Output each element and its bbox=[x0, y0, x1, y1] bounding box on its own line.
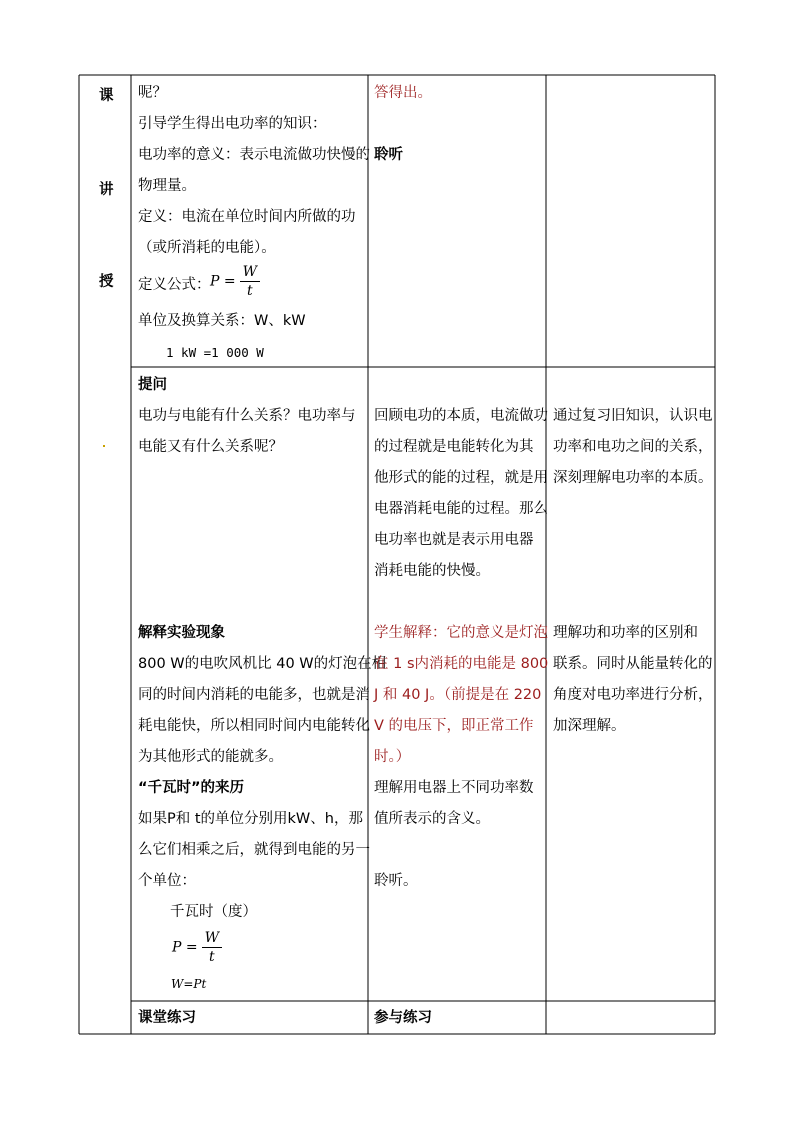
text-line: V 的电压下，即正常工作 bbox=[374, 718, 534, 734]
text-line: 理解功和功率的区别和 bbox=[553, 625, 698, 641]
text-line: 角度对电功率进行分析， bbox=[553, 687, 713, 703]
formula-line bbox=[138, 270, 211, 301]
text-line: 通过复习旧知识，认识电 bbox=[553, 408, 713, 424]
text-line: 电功率的意义：表示电流做功快慢的 bbox=[138, 147, 370, 163]
text-line: 时。） bbox=[374, 749, 411, 765]
purpose-a bbox=[553, 401, 713, 494]
text-line: 单位及换算关系：W、kW bbox=[138, 313, 306, 329]
text-line: 电器消耗电能的过程。那么 bbox=[374, 501, 548, 517]
power-formula-2 bbox=[172, 929, 222, 966]
text-line: 在 1 s内消耗的电能是 800 bbox=[374, 656, 549, 672]
text-line: 功率和电功之间的关系， bbox=[553, 439, 713, 455]
text-line: 耗电能快，所以相同时间内电能转化 bbox=[138, 718, 370, 734]
row1-content-cell bbox=[138, 78, 370, 264]
text-line: 电功率也就是表示用电器 bbox=[374, 532, 534, 548]
text-line: 答得出。 bbox=[374, 85, 432, 101]
text-line: 千瓦时（度） bbox=[170, 904, 257, 920]
text-line: 同的时间内消耗的电能多，也就是消 bbox=[138, 687, 370, 703]
section-label-char: 课 bbox=[99, 88, 114, 104]
text-line: 参与练习 bbox=[374, 1010, 432, 1026]
text-line: 聆听。 bbox=[374, 873, 418, 889]
student-answer-a bbox=[374, 401, 548, 587]
text-line: 引导学生得出电功率的知识： bbox=[138, 116, 327, 132]
text-line: 回顾电功的本质，电流做功 bbox=[374, 408, 548, 424]
text-line bbox=[374, 835, 548, 866]
practice-label bbox=[138, 1003, 196, 1034]
row1-student-listen bbox=[374, 140, 403, 171]
text-line: 如果P和 t的单位分别用kW、h，那 bbox=[138, 811, 363, 827]
text-line: J 和 40 J。（前提是在 220 bbox=[374, 687, 542, 703]
subheading: 提问 bbox=[138, 377, 167, 393]
text-line: 电能又有什么关系呢？ bbox=[138, 439, 283, 455]
text-line: 呢？ bbox=[138, 85, 167, 101]
power-formula bbox=[210, 263, 260, 300]
text-line: 深刻理解电功率的本质。 bbox=[553, 470, 713, 486]
text-line: 电功与电能有什么关系？电功率与 bbox=[138, 408, 356, 424]
text-line: 为其他形式的能就多。 bbox=[138, 749, 283, 765]
subheading: “千瓦时”的来历 bbox=[138, 780, 245, 796]
section-label-char: 讲 bbox=[99, 182, 114, 198]
text-line: 么它们相乘之后，就得到电能的另一 bbox=[138, 842, 370, 858]
participate-label bbox=[374, 1003, 432, 1034]
energy-formula bbox=[171, 977, 206, 991]
unit-conversion bbox=[166, 337, 264, 368]
student-answer-b bbox=[374, 618, 548, 897]
purpose-b bbox=[553, 618, 713, 742]
unit-line bbox=[138, 306, 306, 337]
experiment-cell bbox=[138, 618, 386, 928]
stray-mark bbox=[103, 445, 105, 447]
text-line: 值所表示的含义。 bbox=[374, 811, 490, 827]
question-cell bbox=[138, 370, 356, 463]
formula-denominator: t bbox=[246, 283, 253, 299]
formula-lhs: P = bbox=[172, 939, 198, 956]
text-line: 聆听 bbox=[374, 147, 403, 163]
text-line: 他形式的能的过程，就是用 bbox=[374, 470, 548, 486]
text-line: 理解用电器上不同功率数 bbox=[374, 780, 534, 796]
section-label-char: 授 bbox=[99, 274, 114, 290]
formula-text: W=Pt bbox=[171, 977, 207, 991]
text-line: 加深理解。 bbox=[553, 718, 626, 734]
formula-denominator: t bbox=[208, 949, 215, 965]
text-line: 学生解释：它的意义是灯泡 bbox=[374, 625, 548, 641]
text-line: 课堂练习 bbox=[138, 1010, 196, 1026]
text-line: 的过程就是电能转化为其 bbox=[374, 439, 534, 455]
formula-lhs: P = bbox=[210, 273, 236, 290]
row1-student-cell bbox=[374, 78, 432, 109]
text-line: 1 kW =1 000 W bbox=[166, 345, 264, 360]
text-line: 物理量。 bbox=[138, 178, 196, 194]
text-line: 联系。同时从能量转化的 bbox=[553, 656, 713, 672]
subheading: 解释实验现象 bbox=[138, 625, 225, 641]
formula-label: 定义公式： bbox=[138, 277, 211, 293]
text-line: 800 W的电吹风机比 40 W的灯泡在相 bbox=[138, 656, 387, 672]
formula-numerator: W bbox=[202, 929, 222, 948]
text-line: 消耗电能的快慢。 bbox=[374, 563, 490, 579]
text-line: （或所消耗的电能）。 bbox=[138, 240, 276, 256]
formula-numerator: W bbox=[240, 263, 260, 282]
text-line: 个单位： bbox=[138, 873, 196, 889]
text-line: 定义：电流在单位时间内所做的功 bbox=[138, 209, 356, 225]
